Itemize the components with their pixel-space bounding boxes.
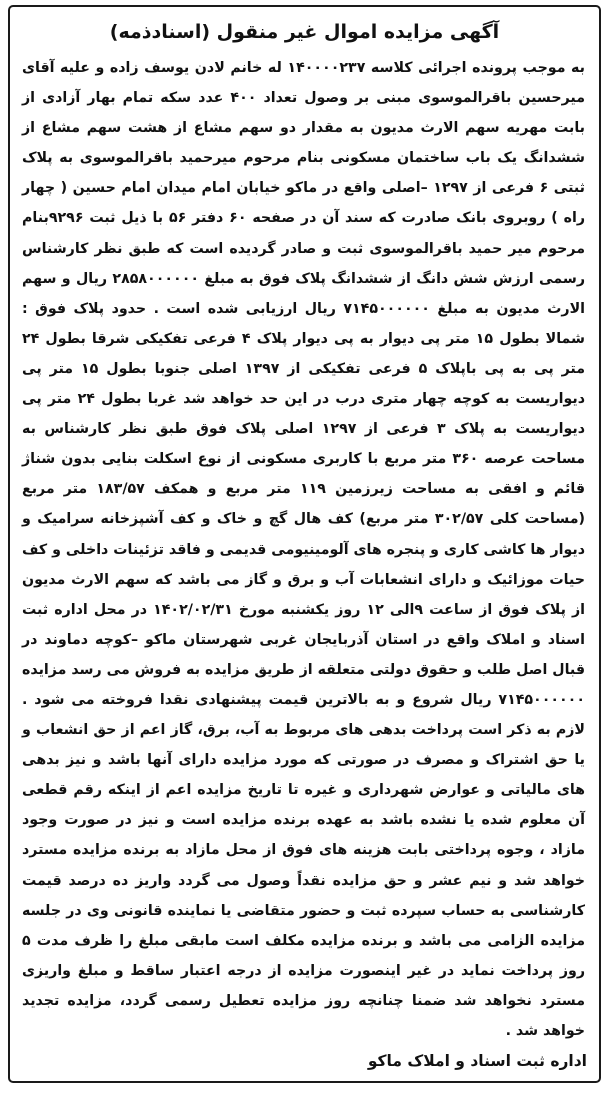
auction-notice	[8, 5, 601, 1083]
notice-body: به موجب پرونده اجرائی کلاسه ۱۴۰۰۰۰۲۳۷ له خانم لادن یوسف زاده و علیه آقای میرحسین باقرالموسوی مبنی بر وصول تعداد ۴۰۰ عدد سکه تمام بهار آزادی از بابت مهریه سهم الارث مدیون به مقدار دو سهم مشاع از هشت سهم مشاع از ششدانگ یک باب ساختمان مسکونی بنام مرحوم میرحمید باقرالموسوی به پلاک ثبتی ۶ فرعی از ۱۲۹۷ –اصلی واقع در ماکو خیابان امام میدان امام حسین ( چهار راه ) روبروی بانک صادرت که سند آن در صفحه ۶۰ دفتر ۵۶ با ذیل ثبت ۹۲۹۶بنام مرحوم میر حمید باقرالموسوی ثبت و صادر گردیده است که طبق نظر کارشناس رسمی ارزش شش دانگ از ششدانگ پلاک فوق به مبلغ ۲۸۵۸۰۰۰۰۰۰ ریال و سهم الارث مدیون به مبلغ ۷۱۴۵۰۰۰۰۰۰ ریال ارزیابی شده است . حدود پلاک فوق : شمالا بطول ۱۵ متر پی دیوار به پی دیوار پلاک ۴ فرعی تفکیکی شرقا بطول ۲۴ متر پی به پی باپلاک ۵ فرعی تفکیکی از ۱۳۹۷ اصلی جنوبا بطول ۱۵ متر پی دیواریست به کوچه چهار متری درب در این حد خواهد شد غربا بطول ۲۴ متر پی دیواریست به پلاک ۳ فرعی از ۱۲۹۷ اصلی پلاک فوق طبق نظر کارشناس به مساحت عرصه ۳۶۰ متر مربع با کاربری مسکونی از نوع اسکلت بنایی بدون شناژ قائم و افقی به مساحت زیرزمین ۱۱۹ متر مربع و همکف ۱۸۳/۵۷ متر مربع (مساحت کلی ۳۰۲/۵۷ متر مربع) کف هال گچ و خاک و کف آشپزخانه سرامیک و دیوار ها کاشی کاری و پنجره های آلومینیومی قدیمی و فاقد تزئینات داخلی و کف حیات موزائیک و دارای انشعابات آب و برق و گاز می باشد که سهم الارث مدیون از پلاک فوق از ساعت ۹الی ۱۲ روز یکشنبه مورخ ۱۴۰۲/۰۲/۳۱ در محل اداره ثبت اسناد و املاک واقع در استان آذربایجان غربی شهرستان ماکو –کوچه دماوند در قبال اصل طلب و حقوق دولتی متعلقه از طریق مزایده به فروش می رسد مزایده ۷۱۴۵۰۰۰۰۰۰ ریال شروع و به بالاترین قیمت پیشنهادی نقدا فروخته می شود . لازم به ذکر است پرداخت بدهی های مربوط به آب، برق، گاز اعم از حق انشعاب و یا حق اشتراک و مصرف در صورتی که مورد مزایده دارای آنها باشد و نیز بدهی های مالیاتی و عوارض شهرداری و غیره تا تاریخ مزایده اعم از اینکه رقم قطعی آن معلوم شده یا نشده باشد به عهده برنده مزایده است و نیز در صورت وجود مازاد ، وجوه پرداختی بابت هزینه های فوق از محل مازاد به برنده مزایده مسترد خواهد شد و نیم عشر و حق مزایده نقداً وصول می گردد واریز ده درصد قیمت کارشناسی به حساب سپرده ثبت و حضور متقاضی یا نماینده قانونی وی در جلسه مزایده الزامی می باشد و برنده مزایده مکلف است مابقی مبلغ را ظرف مدت ۵ روز پرداخت نماید در غیر اینصورت مزایده از درجه اعتبار ساقط و مبلغ واریزی مسترد نخواهد شد ضمنا چنانچه روز مزایده تعطیل رسمی گردد، مزایده تجدید خواهد شد .	[21, 60, 586, 1039]
notice-signature: اداره ثبت اسناد و املاک ماکو	[367, 1052, 587, 1070]
notice-title: آگهی مزایده اموال غیر منقول (اسنادذمه)	[109, 21, 500, 43]
